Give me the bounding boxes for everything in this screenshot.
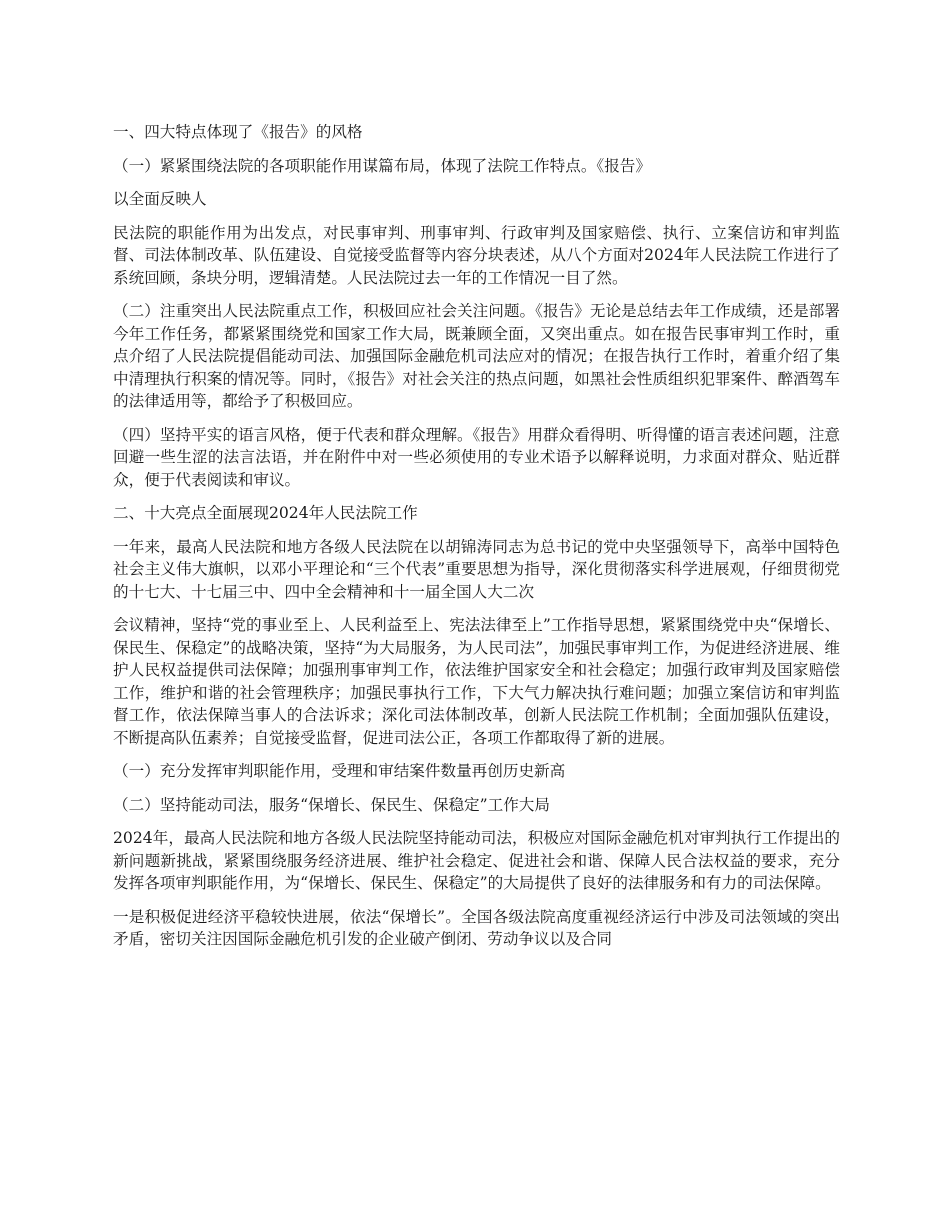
paragraph-7: 会议精神，坚持“党的事业至上、人民利益至上、宪法法律至上”工作指导思想，紧紧围绕党中央“保增长、保民生、保稳定”的战略决策，坚持“为大局服务，为人民司法”，加强民事审判工作，为促进经济进展、维护人民权益提供司法保障；加强刑事审判工作，依法维护国家安全和社会稳定；加强行政审判及国家赔偿工作，维护和谐的社会管理秩序；加强民事执行工作，下大气力解决执行难问题；加强立案信访和审判监督工作，依法保障当事人的合法诉求；深化司法体制改革，创新人民法院工作机制；全面加强队伍建设，不断提高队伍素养；自觉接受监督，促进司法公正，各项工作都取得了新的进展。 xyxy=(113,616,840,747)
paragraph-9: 一是积极促进经济平稳较快进展，依法“保增长”。全国各级法院高度重视经济运行中涉及司法领域的突出矛盾，密切关注因国际金融危机引发的企业破产倒闭、劳动争议以及合同 xyxy=(113,907,840,948)
paragraph-4: （二）注重突出人民法院重点工作，积极回应社会关注问题。《报告》无论是总结去年工作成绩，还是部署今年工作任务，都紧紧围绕党和国家工作大局，既兼顾全面，又突出重点。如在报告民事审判工作时，重点介绍了人民法院提倡能动司法、加强国际金融危机司法应对的情况；在报告执行工作时，着重介绍了集中清理执行积案的情况等。同时，《报告》对社会关注的热点问题，如黑社会性质组织犯罪案件、醉酒驾车的法律适用等，都给予了积极回应。 xyxy=(113,302,840,410)
paragraph-2: 以全面反映人 xyxy=(113,190,207,208)
paragraph-6: 一年来，最高人民法院和地方各级人民法院在以胡锦涛同志为总书记的党中央坚强领导下，高举中国特色社会主义伟大旗帜，以邓小平理论和“三个代表”重要思想为指导，深化贯彻落实科学进展观，仔细贯彻党的十七大、十七届三中、四中全会精神和十一届全国人大二次 xyxy=(113,537,840,601)
subheading-2: （二）坚持能动司法，服务“保增长、保民生、保稳定”工作大局 xyxy=(113,795,550,814)
paragraph-5: （四）坚持平实的语言风格，便于代表和群众理解。《报告》用群众看得明、听得懂的语言表述问题，注意回避一些生涩的法言法语，并在附件中对一些必须使用的专业术语予以解释说明，力求面对群众、贴近群众，便于代表阅读和审议。 xyxy=(113,425,840,489)
paragraph-3: 民法院的职能作用为出发点，对民事审判、刑事审判、行政审判及国家赔偿、执行、立案信访和审判监督、司法体制改革、队伍建设、自觉接受监督等内容分块表述，从八个方面对2024年人民法院工作进行了系统回顾，条块分明，逻辑清楚。人民法院过去一年的工作情况一目了然。 xyxy=(113,223,840,287)
paragraph-1: （一）紧紧围绕法院的各项职能作用谋篇布局，体现了法院工作特点。《报告》 xyxy=(113,156,651,175)
subheading-1: （一）充分发挥审判职能作用，受理和审结案件数量再创历史新高 xyxy=(113,762,566,780)
section-heading-2: 二、十大亮点全面展现2024年人民法院工作 xyxy=(113,504,418,522)
section-heading-1: 一、四大特点体现了《报告》的风格 xyxy=(113,123,363,141)
paragraph-8: 2024年，最高人民法院和地方各级人民法院坚持能动司法，积极应对国际金融危机对审判执行工作提出的新问题新挑战，紧紧围绕服务经济进展、维护社会稳定、促进社会和谐、保障人民合法权益的要求，充分发挥各项审判职能作用，为“保增长、保民生、保稳定”的大局提供了良好的法律服务和有力的司法保障。 xyxy=(113,829,840,892)
